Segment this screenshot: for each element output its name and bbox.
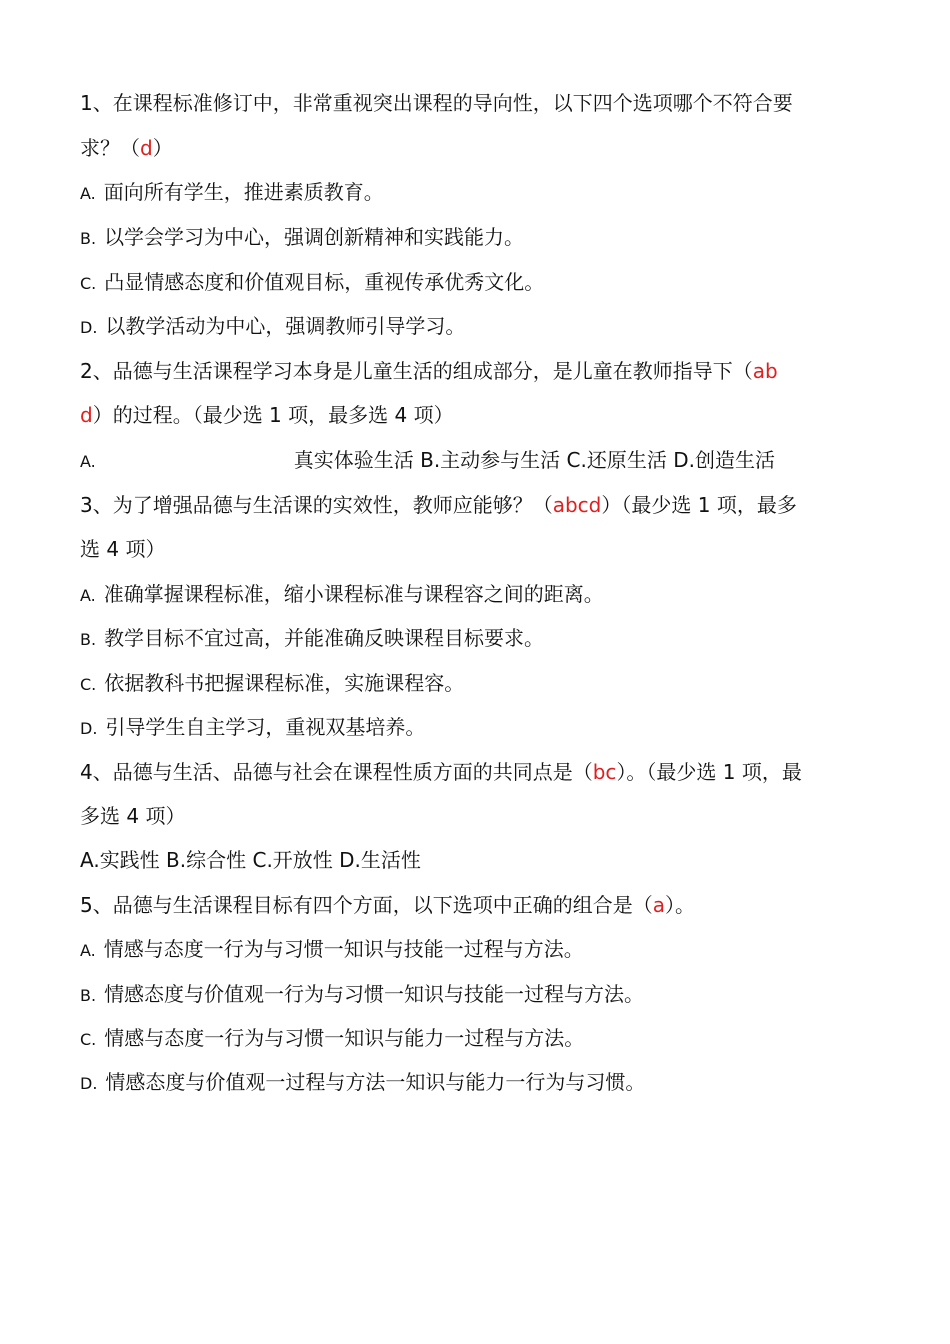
option-label: B. [80,229,97,248]
option-label: C. [80,274,97,293]
option-label: D. [80,719,98,738]
option-label: B. [80,630,97,649]
q5-line1 [80,890,880,920]
options-text: 真实体验生活 B.主动参与生活 C.还原生活 D.创造生活 [293,448,775,472]
option-text: 情感态度与价值观一行为与习惯一知识与技能一过程与方法。 [104,982,645,1006]
option-label: A. [80,184,96,203]
q3-suffix: ）（最少选 1 项，最多 [601,493,797,517]
q3-line2: 选 4 项） [80,537,166,561]
q5-option-a [80,934,880,966]
option-label: B. [80,986,97,1005]
q3-option-c [80,668,880,700]
option-text: 情感态度与价值观一过程与方法一知识与能力一行为与习惯。 [105,1070,646,1094]
q1-suffix: ） [152,136,173,160]
q5-option-b [80,979,880,1011]
q2-prefix: 2、品德与生活课程学习本身是儿童生活的组成部分，是儿童在教师指导下（ [80,359,753,383]
q3-line1 [80,490,880,520]
q3-option-d [80,712,880,744]
option-label: A. [80,586,96,605]
option-label: D. [80,1074,98,1093]
q2-answer-part2: d [80,403,93,427]
q1-line1: 1、在课程标准修订中，非常重视突出课程的导向性，以下四个选项哪个不符合要 [80,91,793,115]
q1-option-a [80,177,880,209]
q2-options [80,445,880,477]
q2-line2 [80,400,880,430]
q2-answer-part1: ab [752,359,778,383]
q5-prefix: 5、品德与生活课程目标有四个方面，以下选项中正确的组合是（ [80,893,653,917]
q3-prefix: 3、为了增强品德与生活课的实效性，教师应能够？（ [80,493,553,517]
option-text: 面向所有学生，推进素质教育。 [103,180,384,204]
q2-suffix: ）的过程。（最少选 1 项，最多选 4 项） [92,403,454,427]
option-text: 以学会学习为中心，强调创新精神和实践能力。 [104,225,525,249]
q5-option-c [80,1023,880,1055]
option-text: 情感与态度一行为与习惯一知识与能力一过程与方法。 [104,1026,585,1050]
option-label: C. [80,675,97,694]
option-text: 情感与态度一行为与习惯一知识与技能一过程与方法。 [103,937,584,961]
option-text: 准确掌握课程标准，缩小课程标准与课程容之间的距离。 [103,582,604,606]
q3-answer: abcd [552,493,602,517]
option-text: 凸显情感态度和价值观目标，重视传承优秀文化。 [104,270,545,294]
option-label: D. [80,318,98,337]
q1-option-b [80,222,880,254]
q3-option-a [80,579,880,611]
q4-options: A.实践性 B.综合性 C.开放性 D.生活性 [80,848,421,872]
option-text: 以教学活动为中心，强调教师引导学习。 [105,314,466,338]
q2-line1 [80,356,880,386]
q1-prefix: 求？（ [80,136,140,160]
q5-option-d [80,1067,880,1099]
q1-line2 [80,133,880,163]
q3-option-b [80,623,880,655]
q4-prefix: 4、品德与生活、品德与社会在课程性质方面的共同点是（ [80,760,593,784]
q1-option-d [80,311,880,343]
q4-suffix: ）。（最少选 1 项，最 [616,760,802,784]
q5-suffix: ）。 [665,893,695,917]
option-label: A. [80,452,96,471]
q4-answer: bc [592,760,617,784]
q4-line1 [80,757,880,787]
option-text: 引导学生自主学习，重视双基培养。 [105,715,426,739]
q4-line2: 多选 4 项） [80,804,186,828]
q1-answer: d [140,136,153,160]
option-label: A. [80,941,96,960]
q1-option-c [80,267,880,299]
q5-answer: a [652,893,665,917]
option-text: 依据教科书把握课程标准，实施课程容。 [104,671,465,695]
option-text: 教学目标不宜过高，并能准确反映课程目标要求。 [104,626,545,650]
option-label: C. [80,1030,97,1049]
